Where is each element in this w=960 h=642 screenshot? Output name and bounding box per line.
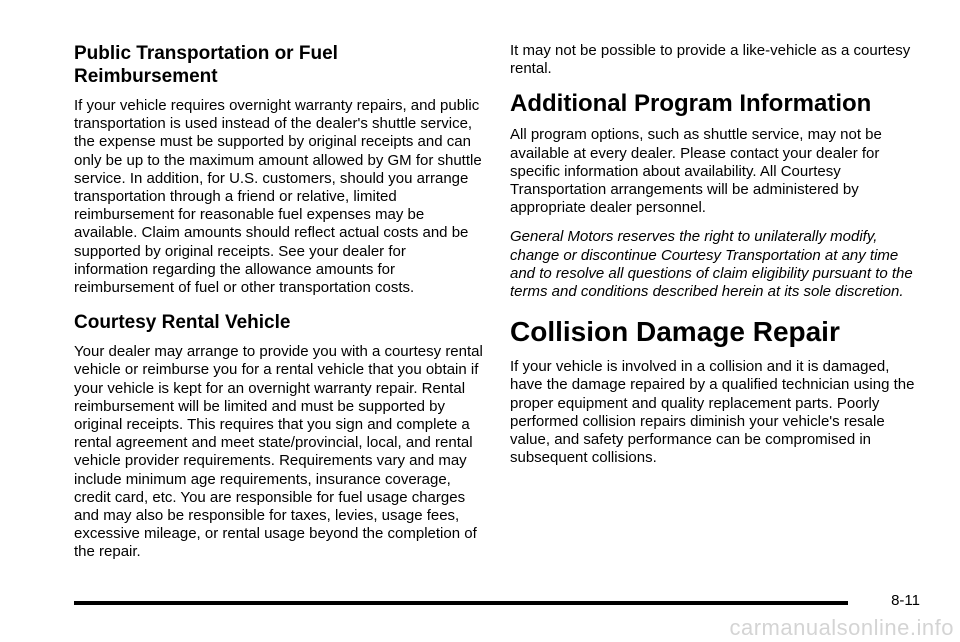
courtesy-rental-body: Your dealer may arrange to provide you with a courtesy rental vehicle or reimburse you for a rental vehicle that you obtain if your vehicle is kept for an overnight warranty repair. Rental reimbursement will be limited and must be supported by original receipts. This requires that you sign and complete a rental agreement and meet state/provincial, local, and rental vehicle provider requirements. Requirements vary and may include minimum age requirements, insurance coverage, credit card, etc. You are responsible for fuel usage charges and may also be responsible for taxes, levies, usage fees, excessive mileage, or rental usage beyond the completion of the repair.: [74, 343, 483, 561]
collision-heading: Collision Damage Repair: [510, 316, 840, 348]
watermark: carmanualsonline.info: [729, 615, 954, 640]
additional-info-body: All program options, such as shuttle service, may not be available at every dealer. Please contact your dealer for specific information about availability. All Courtesy Transportation arrangements will be administered by appropriate dealer personnel.: [510, 126, 882, 217]
public-transport-heading-line2: Reimbursement: [74, 66, 218, 87]
additional-info-heading: Additional Program Information: [510, 90, 872, 118]
left-column: [74, 42, 484, 562]
like-vehicle-note: It may not be possible to provide a like-vehicle as a courtesy rental.: [510, 42, 911, 78]
public-transport-body: If your vehicle requires overnight warranty repairs, and public transportation is used instead of the dealer's shuttle service, the expense must be supported by original receipts and can only be up to the maximum amount allowed by GM for shuttle service. In addition, for U.S. customers, should you arrange transportation through a friend or relative, limited reimbursement for reasonable fuel expenses may be available. Claim amounts should reflect actual costs and be supported by original receipts. See your dealer for information regarding the allowance amounts for reimbursement of fuel or other transportation costs.: [74, 97, 482, 297]
courtesy-rental-heading: Courtesy Rental Vehicle: [74, 312, 291, 334]
page-number: 8-11: [891, 592, 920, 609]
footer-rule: [74, 601, 848, 605]
public-transport-heading: [74, 42, 484, 88]
public-transport-heading-line1: Public Transportation or Fuel: [74, 43, 338, 64]
right-column: [510, 42, 920, 467]
collision-body: If your vehicle is involved in a collision and it is damaged, have the damage repaired by a qualified technician using the proper equipment and quality replacement parts. Poorly performed collision repairs diminish your vehicle's resale value, and safety performance can be compromised in subsequent collisions.: [510, 358, 915, 467]
additional-info-disclaimer: General Motors reserves the right to unilaterally modify, change or discontinue Courtesy Transportation at any time and to resolve all questions of claim eligibility pursuant to the terms and conditions described herein at its sole discretion.: [510, 228, 913, 301]
